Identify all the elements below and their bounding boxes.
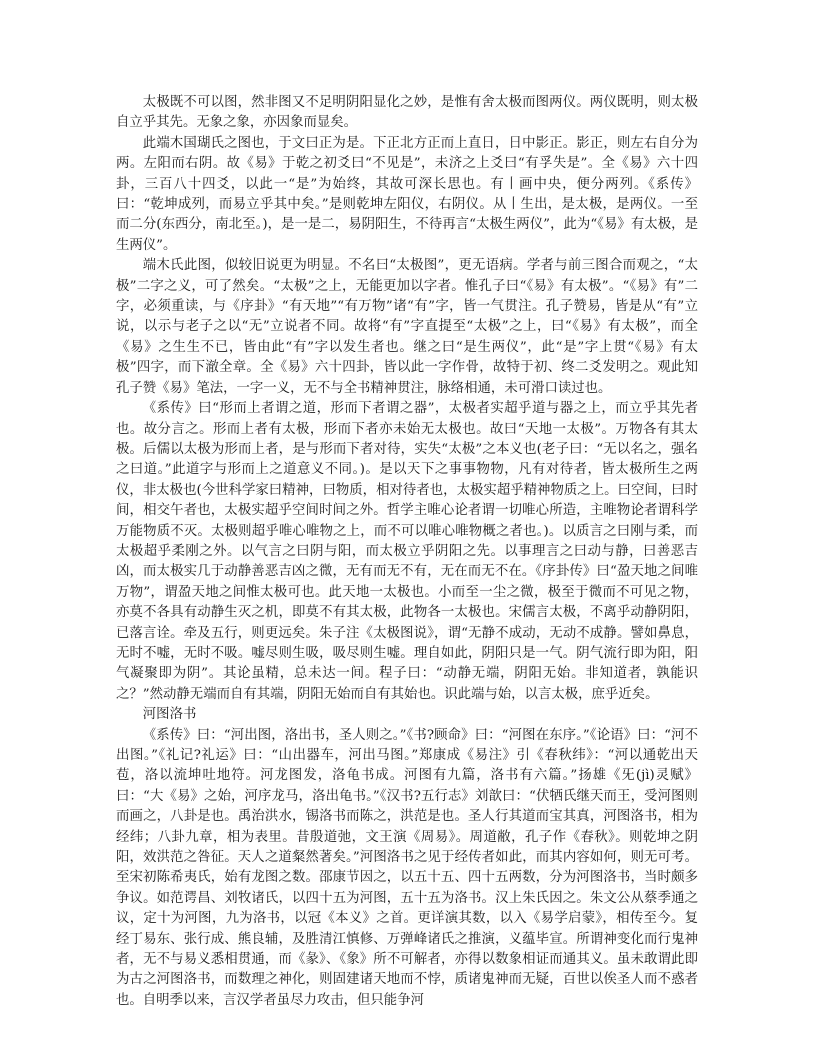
paragraph-1: 太极既不可以图，然非图又不足明阴阳显化之妙，是惟有舍太极而图两仪。两仪既明，则太极自立乎其先。无象之象，亦因象而显矣。	[116, 95, 698, 131]
document-body	[116, 93, 698, 1011]
paragraph-5: 《系传》曰：“河出图，洛出书，圣人则之。”《书?顾命》曰：“河图在东序。”《论语》曰：“河不出图。”《礼记?礼运》曰：“山出器车，河出马图。”郑康成《易注》引《春秋纬》：“河以通乾出天苞，洛以流坤吐地符。河龙图发，洛龟书成。河图有九篇，洛书有六篇。”扬雄《旡(jì)灵赋》曰：“大《易》之始，河序龙马，洛出龟书。”《汉书?五行志》刘歆曰：“伏牺氏继天而王，受河图则而画之，八卦是也。禹治洪水，锡洛书而陈之，洪范是也。圣人行其道而宝其真，河图洛书，相为经纬；八卦九章，相为表里。昔殷道弛，文王演《周易》。周道敝，孔子作《春秋》。则乾坤之阴阳，效洪范之咎征。天人之道粲然著矣。”河图洛书之见于经传者如此，而其内容如何，则无可考。至宋初陈希夷氏，始有龙图之数。邵康节因之，以五十五、四十五两数，分为河图洛书，当时颇多争议。如范谔昌、刘牧诸氏，以四十五为河图，五十五为洛书。汉上朱氏因之。朱文公从蔡季通之议，定十为河图，九为洛书，以冠《本义》之首。更详演其数，以入《易学启蒙》，相传至今。复经丁易东、张行成、熊良辅，及胜清江慎修、万弹峰诸氏之推演，义蕴毕宣。所谓神变化而行鬼神者，无不与易义悉相贯通，而《彖》、《象》所不可解者，亦得以数象相证而通其义。虽未敢谓此即为古之河图洛书，而数理之神化，则固建诸天地而不悖，质诸鬼神而无疑，百世以俟圣人而不惑者也。自明季以来，言汉学者虽尽力攻击，但只能争河	[116, 727, 698, 1008]
paragraph-3: 端木氏此图，似较旧说更为明显。不名曰“太极图”，更无语病。学者与前三图合而观之，“太极”二字之义，可了然矣。“太极”之上，无能更加以字者。惟孔子曰“《易》有太极”。“《易》有”二字，必须重读，与《序卦》“有天地”“有万物”诸“有”字，皆一气贯注。孔子赞易，皆是从“有”立说，以示与老子之以“无”立说者不同。故将“有”字直提至“太极”之上，曰“《易》有太极”，而全《易》之生生不已，皆由此“有”字以发生者也。继之曰“是生两仪”，此“是”字上贯“《易》有太极”四字，而下澈全章。全《易》六十四卦，皆以此一字作骨，故特于初、终二爻发明之。观此知孔子赞《易》笔法，一字一义，无不与全书精神贯注，脉络相通，未可滑口读过也。	[116, 258, 698, 396]
section-heading: 河图洛书	[142, 707, 197, 723]
paragraph-2: 此端木国瑚氏之图也，于文曰正为是。下正北方正而上直日，日中影正。影正，则左右自分为两。左阳而右阴。故《易》于乾之初爻曰“不见是”，未济之上爻曰“有孚失是”。全《易》六十四卦，三百八十四爻，以此一“是”为始终，其故可深长思也。有丨画中央，便分两列。《系传》曰：“乾坤成列，而易立乎其中矣。”是则乾坤左阳仪，右阴仪。从丨生出，是太极，是两仪。一至而二分(东西分，南北至。)，是一是二，易阴阳生，不待再言“太极生两仪”，此为“《易》有太极，是生两仪”。	[116, 135, 698, 253]
paragraph-4: 《系传》曰“形而上者谓之道，形而下者谓之器”，太极者实超乎道与器之上，而立乎其先者也。故分言之。形而上者有太极，形而下者亦未始无太极也。故曰“天地一太极”。万物各有其太极。后儒以太极为形而上者，是与形而下者对待，实失“太极”之本义也(老子曰：“无以名之，强名之曰道。”此道字与形而上之道意义不同。)。是以天下之事事物物，凡有对待者，皆太极所生之两仪，非太极也(今世科学家曰精神，曰物质，相对待者也，太极实超乎精神物质之上。曰空间，曰时间，相交午者也，太极实超乎空间时间之外。哲学主唯心论者谓一切唯心所造，主唯物论者谓科学万能物质不灭。太极则超乎唯心唯物之上，而不可以唯心唯物概之者也。)。以质言之曰刚与柔，而太极超乎柔刚之外。以气言之曰阴与阳，而太极立乎阴阳之先。以事理言之曰动与静，曰善恶吉凶，而太极实几于动静善恶吉凶之微，无有而无不有，无在而无不在。《序卦传》曰“盈天地之间唯万物”，谓盈天地之间惟太极可也。此天地一太极也。小而至一尘之微，极至于微而不可见之物，亦莫不各具有动静生灭之机，即莫不有其太极，此物各一太极也。宋儒言太极，不离乎动静阴阳，已落言诠。牵及五行，则更远矣。朱子注《太极图说》，谓“无静不成动，无动不成静。譬如鼻息，无时不嘘，无时不吸。嘘尽则生吸，吸尽则生嘘。理自如此，阴阳只是一气。阴气流行即为阳，阳气凝聚即为阴”。其论虽精，总未达一间。程子曰：“动静无端，阴阳无始。非知道者，孰能识之？”然动静无端而自有其端，阴阳无始而自有其始也。识此端与始，以言太极，庶乎近矣。	[116, 401, 698, 702]
